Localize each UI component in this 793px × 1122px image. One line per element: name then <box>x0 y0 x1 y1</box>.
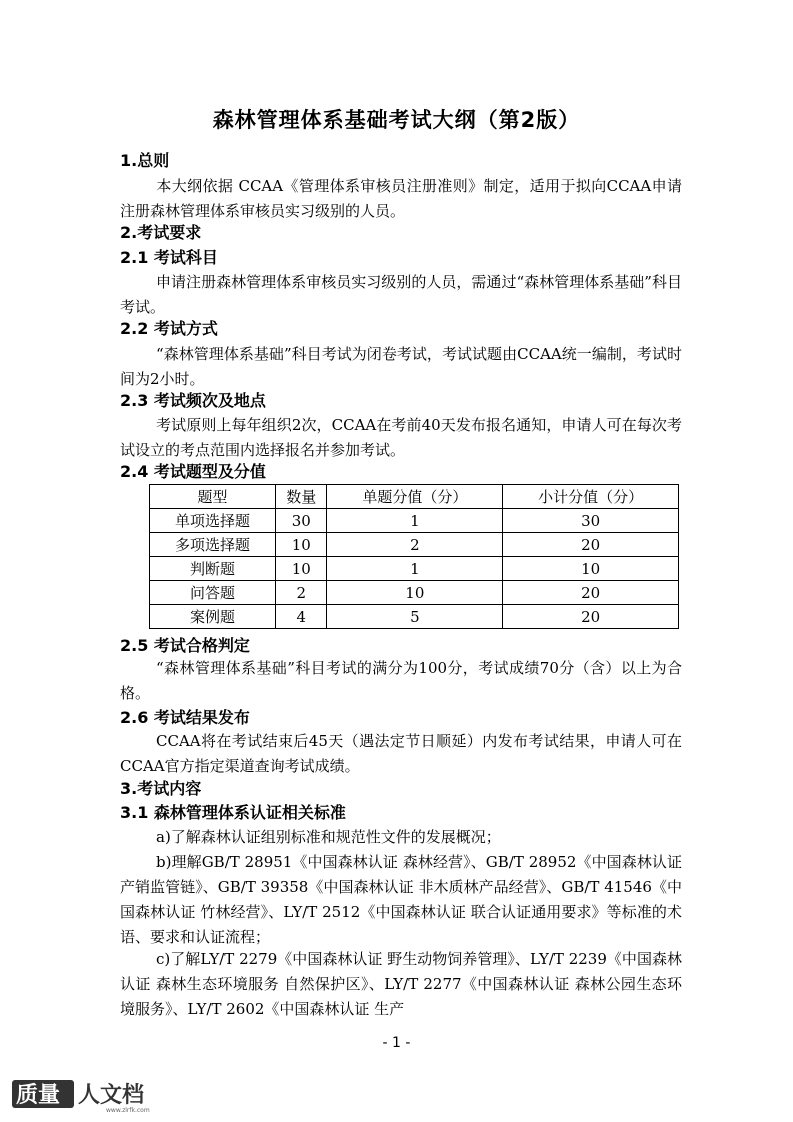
watermark-logo-icon <box>10 1076 160 1114</box>
section-text-2-5: “森林管理体系基础”科目考试的满分为100分，考试成绩70分（含）以上为合格。 <box>120 659 682 702</box>
table-cell: 4 <box>276 605 327 629</box>
section-text-2-6: CCAA将在考试结束后45天（遇法定节日顺延）内发布考试结果，申请人可在CCAA官方指定渠道查询考试成绩。 <box>120 732 682 775</box>
table-row <box>150 509 679 533</box>
page-title: 森林管理体系基础考试大纲（第2版） <box>212 108 581 132</box>
table-cell: 5 <box>327 605 503 629</box>
table-cell: 判断题 <box>150 557 276 581</box>
table-cell: 问答题 <box>150 581 276 605</box>
table-cell: 20 <box>503 533 679 557</box>
section-text-2-2: “森林管理体系基础”科目考试为闭卷考试，考试试题由CCAA统一编制，考试时间为2小时。 <box>120 345 682 388</box>
watermark-logo <box>10 1076 160 1114</box>
section-heading-2-3: 2.3 考试频次及地点 <box>120 391 266 410</box>
table-cell: 1 <box>327 557 503 581</box>
header-cell: 小计分值（分） <box>503 485 679 509</box>
table-cell: 10 <box>276 557 327 581</box>
table-cell: 30 <box>503 509 679 533</box>
table-cell: 10 <box>327 581 503 605</box>
table-cell: 20 <box>503 605 679 629</box>
section-text-2-1: 申请注册森林管理体系审核员实习级别的人员，需通过“森林管理体系基础”科目考试。 <box>120 273 682 316</box>
list-item-b: b)理解GB/T 28951《中国森林认证 森林经营》、GB/T 28952《中国森林认证 产销监管链》、GB/T 39358《中国森林认证 非木质林产品经营》、GB/T 41546《中国森林认证 竹林经营》、LY/T 2512《中国森林认证 联合认证通用要求》等标准的术语、要求和认证流程； <box>120 853 682 946</box>
page-number: - 1 - <box>382 1035 411 1051</box>
table-cell: 30 <box>276 509 327 533</box>
list-item-a: a)了解森林认证组别标准和规范性文件的发展概况； <box>156 828 501 846</box>
svg-text:人文档: 人文档 <box>78 1083 145 1108</box>
section-heading-2-4: 2.4 考试题型及分值 <box>120 462 266 481</box>
svg-text:www.zlrfk.com: www.zlrfk.com <box>106 1107 150 1114</box>
header-cell: 数量 <box>276 485 327 509</box>
section-heading-2-2: 2.2 考试方式 <box>120 319 218 338</box>
header-cell: 题型 <box>150 485 276 509</box>
table-cell: 10 <box>276 533 327 557</box>
table-cell: 单项选择题 <box>150 509 276 533</box>
table-cell: 2 <box>327 533 503 557</box>
section-heading-1: 1.总则 <box>120 151 170 170</box>
table-row <box>150 533 679 557</box>
table-cell: 20 <box>503 581 679 605</box>
table-header-row <box>150 485 679 509</box>
section-heading-3: 3.考试内容 <box>120 779 202 798</box>
section-heading-2-5: 2.5 考试合格判定 <box>120 636 250 655</box>
section-heading-2-1: 2.1 考试科目 <box>120 248 218 267</box>
table-row <box>150 605 679 629</box>
list-item-c: c)了解LY/T 2279《中国森林认证 野生动物饲养管理》、LY/T 2239《中国森林认证 森林生态环境服务 自然保护区》、LY/T 2277《中国森林认证 森林公园生态环境服务》、LY/T 2602《中国森林认证 生产 <box>120 950 682 1018</box>
svg-text:质量: 质量 <box>16 1083 61 1108</box>
table-cell: 1 <box>327 509 503 533</box>
table-cell: 案例题 <box>150 605 276 629</box>
table-cell: 10 <box>503 557 679 581</box>
section-heading-3-1: 3.1 森林管理体系认证相关标准 <box>120 803 346 822</box>
table-cell: 2 <box>276 581 327 605</box>
table-row <box>150 581 679 605</box>
table-row <box>150 557 679 581</box>
table-cell: 多项选择题 <box>150 533 276 557</box>
section-text-1: 本大纲依据 CCAA《管理体系审核员注册准则》制定，适用于拟向CCAA申请注册森林管理体系审核员实习级别的人员。 <box>120 177 682 220</box>
exam-score-table <box>149 484 679 629</box>
section-text-2-3: 考试原则上每年组织2次，CCAA在考前40天发布报名通知，申请人可在每次考试设立的考点范围内选择报名并参加考试。 <box>120 416 682 459</box>
section-heading-2: 2.考试要求 <box>120 223 202 242</box>
header-cell: 单题分值（分） <box>327 485 503 509</box>
section-heading-2-6: 2.6 考试结果发布 <box>120 708 250 727</box>
